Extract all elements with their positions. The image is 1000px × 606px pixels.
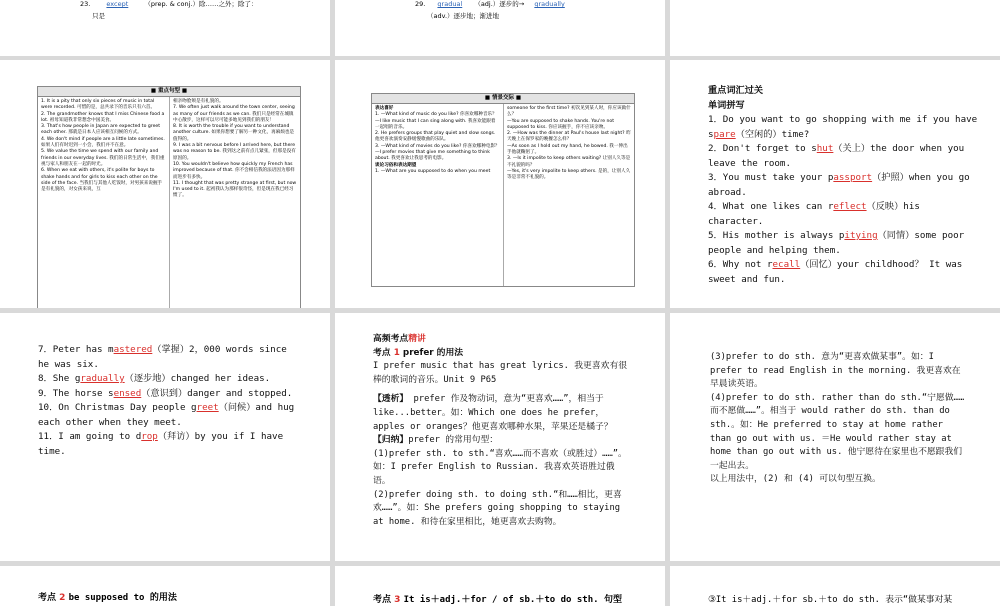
title-part: 高频考点: [373, 334, 409, 344]
card-title: ■ 情景交际 ■: [372, 94, 634, 104]
point-title: It is＋adj.＋for / of sb.＋to do sth. 句型: [403, 595, 622, 605]
column-divider: [503, 104, 504, 286]
point-number: 1: [393, 347, 400, 358]
vocab-question-1: [708, 113, 980, 142]
slide-bottom-middle: [335, 566, 665, 606]
slide-bottom-left: [0, 566, 330, 606]
dialogue-column-right: [507, 106, 631, 284]
usage-item: ③It is＋adj.＋for sb.＋to do sth. 表示“做某事对某: [708, 595, 953, 605]
section-title: [373, 333, 631, 347]
question-text: （掌握）2，000 words since he was six.: [38, 344, 287, 370]
item-number: 23.: [80, 0, 91, 8]
sentence-item: 11. I thought that was pretty strange at first, but now I'm used to it. 起初我认为那样很奇怪，但是现在我已经习惯了。: [173, 180, 297, 199]
sentence-column-right: [173, 99, 297, 308]
dialogue-item: 1. —What kind of music do you like? 你喜欢哪种音乐？: [375, 112, 497, 118]
answer-word-2: gradually: [534, 0, 565, 8]
dialogue-column-left: [375, 106, 500, 284]
dialogue-item: 3. —What kind of movies do you like? 你喜欢哪种电影？: [375, 143, 500, 149]
vocab-section-2: [38, 343, 296, 459]
slide-dialogue: [335, 60, 665, 308]
answer-blank: hut: [816, 143, 834, 154]
question-text: （逐步地）changed her ideas.: [124, 373, 271, 384]
sentence-item: 7. We often just walk around the town center, seeing as many of our friends as we can. 我们只是经常在城镇中心散步，这样可以尽可能多地见到我们的朋友！: [173, 105, 295, 123]
definition: （prep. & conj.）除……之外；除了：: [144, 0, 258, 8]
question-text: 5．His mother is always p: [708, 230, 845, 241]
vocab-section: [708, 84, 980, 287]
question-text: 3．You must take your p: [708, 172, 834, 183]
point-label: 考点: [373, 595, 392, 605]
sentence-item: 9. I was a bit nervous before I arrived here, but there was no reason to be. 我到这之前有点儿紧张，但那是没有原因的。: [173, 143, 296, 161]
vocab-question-2: [708, 142, 980, 171]
dialogue-item: someone for the first time? 初次见到某人时，你应该做什么？: [507, 106, 631, 118]
vocab-question-3: [708, 171, 980, 200]
slide-key-points-cont: [670, 313, 1000, 561]
sentence-item: 8. It is worth the trouble if you want to understand another culture. 如果你想要了解另一种文化，再麻烦也是值得的。: [173, 124, 295, 142]
question-text: （同情）some poor people and helping them.: [708, 230, 965, 256]
question-text: 7．Peter has m: [38, 344, 114, 355]
slide-top-middle: [335, 0, 665, 56]
vocab-item-29: [415, 0, 573, 9]
dialogue-heading: 谈论习俗和表达期望: [375, 162, 417, 168]
usage-item: (2)prefer doing sth. to doing sth.“和……相比，更喜欢……”。如：She prefers going shopping to staying at home. 和待在家里相比，她更喜欢去购物。: [373, 489, 622, 527]
answer-blank: radually: [80, 373, 125, 384]
question-text: （护照）when you go abroad.: [708, 172, 970, 198]
summary-text: prefer 的常用句型：: [408, 435, 499, 446]
vocab-question-8: [38, 372, 296, 387]
sentence-item: 相亲吻脸颊是有礼貌的。: [173, 99, 224, 104]
definition: （adj.）逐步的→: [474, 0, 525, 8]
question-text: （问候）and hug each other when they meet.: [38, 402, 295, 428]
dialogue-item: —I like music that I can sing along with. 我喜欢能跟着一起唱的音乐。: [375, 118, 496, 130]
analysis-tag: 【透析】: [373, 394, 409, 405]
vocab-question-6: [708, 258, 980, 287]
section-title: 重点词汇过关: [708, 85, 764, 96]
sentence-card: [37, 86, 301, 308]
analysis: [373, 393, 631, 434]
question-text: 9．The horse s: [38, 387, 114, 399]
answer-word: except: [106, 0, 129, 8]
point-number: 3: [394, 595, 401, 605]
slide-vocab: [670, 60, 1000, 308]
slide-top-right: [670, 0, 1000, 56]
usage-note: 以上用法中，(2) 和 (4) 可以句型互换。: [710, 474, 881, 485]
definition-note: 只是: [92, 12, 105, 20]
slide-key-points: [335, 313, 665, 561]
sentence-item: 5. We value the time we spend with our family and friends in our everyday lives. 我们的日常生活中，我们重视与家人和朋友在一起的时光。: [41, 149, 165, 167]
sentence-item: 2. The grandmother knows that I miss Chinese food a lot. 祖母知道我非常想念中国美食。: [41, 111, 165, 123]
key-points-section-2: [710, 351, 966, 487]
dialogue-item: —As soon as I hold out my hand, he bowed. 我一伸出手他就鞠躬了。: [507, 143, 628, 156]
question-text: （拜访）by you if I have time.: [38, 431, 284, 457]
question-text: 8．She g: [38, 373, 81, 384]
answer-blank: ensed: [113, 387, 142, 399]
example-sentence: I prefer music that has great lyrics. 我更喜欢有很棒的歌词的音乐。Unit 9 P65: [373, 361, 628, 385]
dialogue-item: 3. —Is it impolite to keep others waiting? 让别人久等是不礼貌的吗？: [507, 156, 631, 168]
dialogue-item: —I prefer movies that give me something to think about. 我更喜欢让我思考的电影。: [375, 150, 490, 162]
question-text: （意识到）danger and stopped.: [141, 387, 293, 399]
point-number: 2: [59, 593, 66, 603]
section-subtitle: 单词拼写: [708, 99, 745, 111]
answer-blank: ecall: [772, 259, 801, 270]
answer-word: gradual: [437, 0, 463, 8]
point-title: be supposed to 的用法: [68, 593, 177, 603]
definition-note: （adv.）逐步地；渐进地: [427, 12, 500, 20]
question-text: 1．Do you want to go shopping with me if you have s: [708, 114, 978, 140]
slide-sentences: [0, 60, 330, 308]
usage-item: (4)prefer to do sth. rather than do sth.“宁愿做……而不愿做……”。相当于 would rather do sth. than do sth.。如：He preferred to stay at home rather than go out with us. ＝He would rather stay at home than go out with us. 他宁愿待在家里也不愿跟我们一起出去。: [710, 392, 965, 471]
column-divider: [169, 97, 170, 308]
usage-item: (3)prefer to do sth. 意为“更喜欢做某事”。如：I prefer to read English in the morning. 我更喜欢在早晨读英语。: [710, 352, 961, 390]
summary: [373, 434, 631, 448]
sentence-item: 3. That's how people in Japan are expected to greet each other. 那就是日本人应该相互问候的方式。: [41, 124, 161, 136]
answer-blank: pare: [713, 128, 736, 140]
answer-blank: assport: [833, 172, 873, 183]
vocab-question-5: [708, 229, 980, 258]
dialogue-item: —Yes, it's very impolite to keep others. 是的，让别人久等是非常不礼貌的。: [507, 168, 631, 181]
sentence-item: 1. It is a pity that only six pieces of music in total were recorded. 可惜的是，总共录下的音乐只有六首。: [41, 99, 156, 111]
slide-vocab-cont: [0, 313, 330, 561]
vocab-question-9: [38, 387, 296, 402]
question-text: （关上）the door when you leave the room.: [708, 143, 965, 169]
title-highlight: 精讲: [408, 334, 426, 344]
point-label: 考点: [373, 347, 391, 358]
dialogue-card: [371, 93, 635, 287]
sentence-item: 4. We don't mind if people are a little late sometimes. 如果人们有时迟到一小会，我们并不在意。: [41, 136, 165, 149]
vocab-question-11: [38, 430, 296, 459]
question-text: （反映）his character.: [708, 201, 920, 227]
question-text: 2．Don't forget to s: [708, 143, 817, 154]
answer-blank: eflect: [833, 201, 867, 212]
dialogue-item: 2. He prefers groups that play quiet and slow songs. 他更喜欢演奏安静缓慢歌曲的乐队。: [375, 131, 496, 143]
dialogue-item: 1. —What are you supposed to do when you meet: [375, 168, 491, 174]
question-text: （回忆）your childhood？ It was sweet and fun.: [708, 259, 963, 285]
answer-blank: astered: [113, 344, 153, 355]
question-text: （空闲的）time?: [735, 128, 810, 140]
answer-blank: itying: [844, 230, 878, 241]
dialogue-item: —You are supposed to shake hands. You're not supposed to kiss. 你应该握手，你不应该亲吻。: [507, 118, 615, 130]
card-title: ■ 重点句型 ■: [38, 87, 300, 97]
analysis-text: prefer 作及物动词，意为“更喜欢……”，相当于 like...better。如：Which one does he prefer，apples or oranges？他更喜欢哪种水果，苹果还是橘子？: [373, 394, 613, 432]
vocab-question-4: [708, 200, 980, 229]
question-text: 11．I am going to d: [38, 431, 142, 442]
point-label: 考点: [38, 593, 57, 603]
dialogue-item: 2. —How was the dinner at Paul's house last night? 昨天晚上在保罗家的晚餐怎么样？: [507, 131, 631, 143]
point-title: prefer 的用法: [402, 347, 464, 358]
sentence-column-left: [41, 99, 166, 308]
vocab-item-23: [80, 0, 257, 9]
summary-tag: 【归纳】: [373, 435, 409, 446]
point-heading: [373, 347, 631, 361]
item-number: 29.: [415, 0, 426, 8]
point-heading: [373, 592, 622, 605]
sentence-item: 6. When we eat with others, it's polite for boys to shake hands and for girls to kiss each other on the side of the face. 当我们与其他人吃饭时，对男孩来说握手是有礼貌的，对女孩来说，互: [41, 168, 163, 193]
key-points-section: [373, 333, 631, 529]
question-text: 6．Why not r: [708, 259, 773, 270]
question-text: 4．What one likes can r: [708, 201, 834, 212]
vocab-question-7: [38, 343, 296, 372]
usage-item: (1)prefer sth. to sth.“喜欢……而不喜欢（或胜过）……”。如：I prefer English to Russian. 我喜欢英语胜过俄语。: [373, 448, 627, 486]
slide-top-left: [0, 0, 330, 56]
answer-blank: rop: [141, 431, 158, 442]
dialogue-heading: 表达喜好: [375, 106, 394, 111]
answer-blank: reet: [196, 402, 219, 413]
point-heading: [38, 590, 177, 603]
question-text: 10．On Christmas Day people g: [38, 402, 197, 413]
slide-bottom-right: [670, 566, 1000, 606]
sentence-item: 10. You wouldn't believe how quickly my French has improved because of that. 你不会相信我的法语因为那样而进步有多快。: [173, 161, 295, 180]
vocab-question-10: [38, 401, 296, 430]
